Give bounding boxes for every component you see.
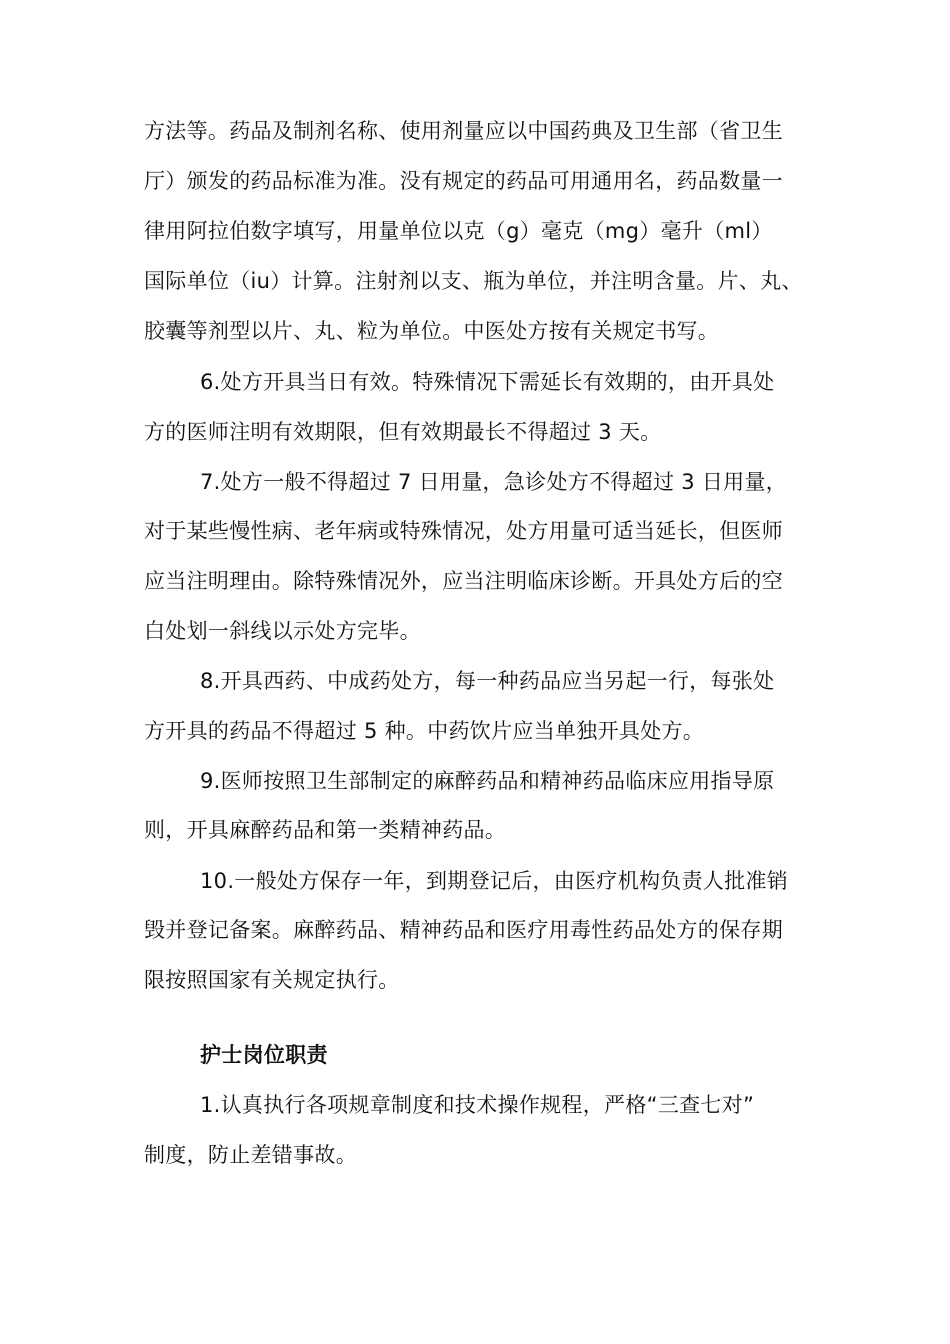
- text-line: 8.开具西药、中成药处方，每一种药品应当另起一行，每张处: [200, 669, 775, 693]
- text-line: 胶囊等剂型以片、丸、粒为单位。中医处方按有关规定书写。: [144, 319, 720, 343]
- text-line: 10.一般处方保存一年，到期登记后，由医疗机构负责人批准销: [200, 869, 789, 893]
- text-line: 制度，防止差错事故。: [144, 1143, 357, 1167]
- text-line: 方的医师注明有效期限，但有效期最长不得超过 3 天。: [144, 420, 662, 444]
- text-line: 对于某些慢性病、老年病或特殊情况，处方用量可适当延长，但医师: [144, 519, 783, 543]
- text-line: 方法等。药品及制剂名称、使用剂量应以中国药典及卫生部（省卫生: [144, 119, 783, 143]
- text-line: 1.认真执行各项规章制度和技术操作规程，严格“三查七对”: [200, 1093, 755, 1117]
- text-line: 应当注明理由。除特殊情况外，应当注明临床诊断。开具处方后的空: [144, 569, 783, 593]
- section-heading: 护士岗位职责: [200, 1043, 328, 1067]
- text-line: 则，开具麻醉药品和第一类精神药品。: [144, 818, 507, 842]
- text-line: 厅）颁发的药品标准为准。没有规定的药品可用通用名，药品数量一: [144, 169, 783, 193]
- text-line: 律用阿拉伯数字填写，用量单位以克（g）毫克（mg）毫升（ml）: [144, 219, 773, 243]
- text-line: 6.处方开具当日有效。特殊情况下需延长有效期的，由开具处: [200, 370, 775, 394]
- text-line: 7.处方一般不得超过 7 日用量，急诊处方不得超过 3 日用量，: [200, 470, 788, 494]
- text-line: 毁并登记备案。麻醉药品、精神药品和医疗用毒性药品处方的保存期: [144, 918, 783, 942]
- text-line: 国际单位（iu）计算。注射剂以支、瓶为单位，并注明含量。片、丸、: [144, 269, 803, 293]
- text-line: 白处划一斜线以示处方完毕。: [144, 619, 421, 643]
- text-line: 限按照国家有关规定执行。: [144, 968, 400, 992]
- text-line: 9.医师按照卫生部制定的麻醉药品和精神药品临床应用指导原: [200, 769, 775, 793]
- text-line: 方开具的药品不得超过 5 种。中药饮片应当单独开具处方。: [144, 719, 705, 743]
